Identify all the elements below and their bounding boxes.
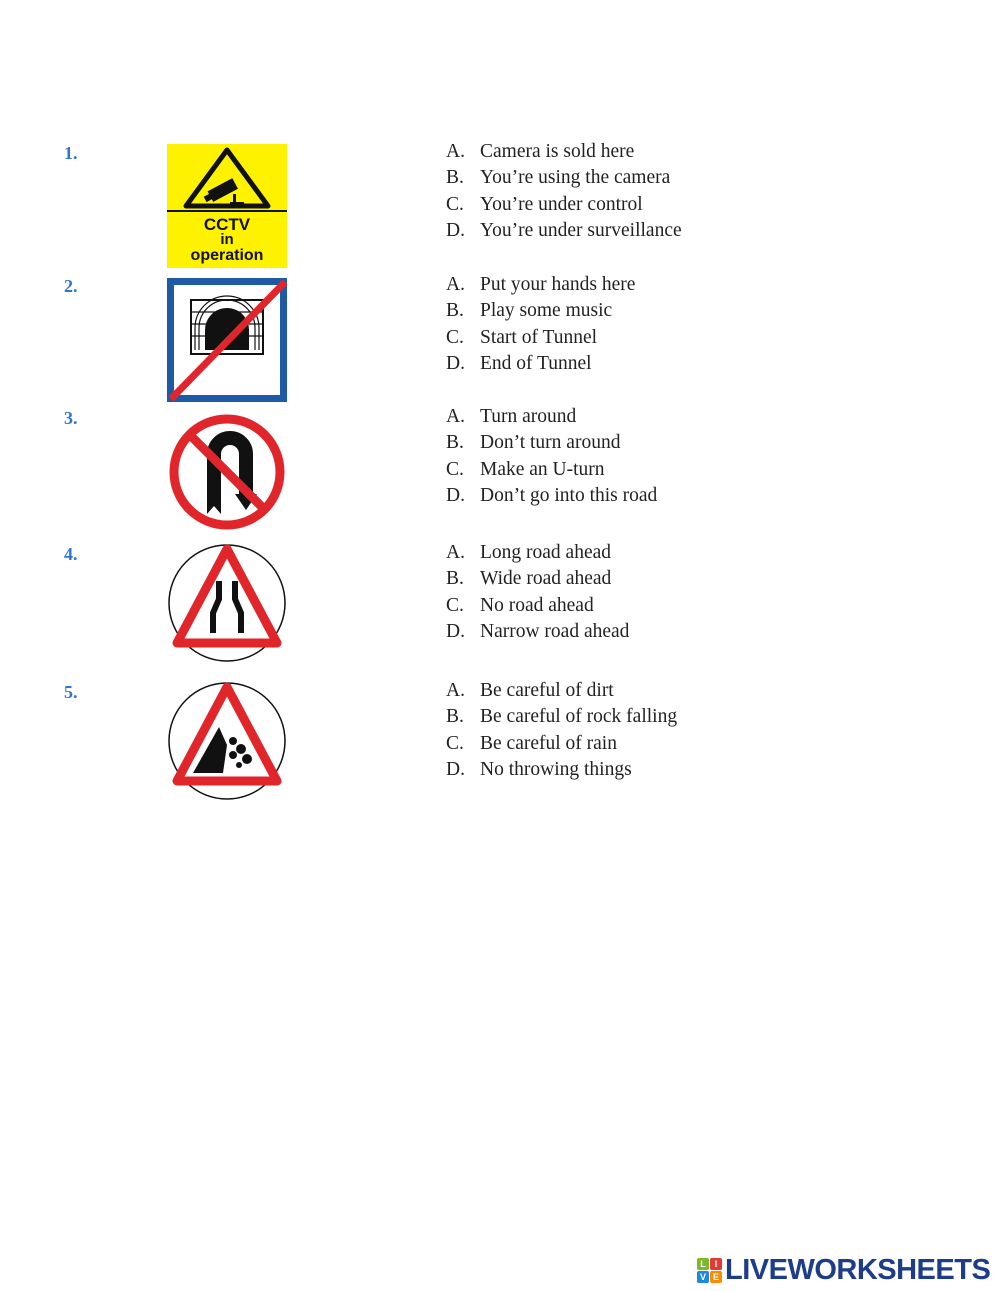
answer-option[interactable]: [440, 704, 677, 730]
option-text: Camera is sold here: [480, 141, 635, 162]
answer-option[interactable]: [440, 351, 635, 377]
option-text: No road ahead: [480, 594, 594, 616]
question-number: 1.: [64, 143, 78, 163]
option-letter: C.: [446, 193, 464, 215]
answer-option[interactable]: [440, 540, 629, 566]
answer-option[interactable]: [440, 757, 677, 783]
option-letter: B.: [446, 432, 464, 454]
option-text: Long road ahead: [480, 542, 612, 563]
answer-option[interactable]: [440, 457, 657, 483]
option-text: You’re under control: [480, 193, 643, 215]
option-letter: C.: [446, 594, 464, 616]
option-letter: D.: [446, 352, 465, 374]
logo-mark-icon: [697, 1258, 722, 1283]
answer-option[interactable]: [440, 192, 682, 218]
question-number: 4.: [64, 544, 78, 564]
logo-letter: E: [710, 1271, 722, 1283]
answer-option[interactable]: [440, 139, 682, 165]
liveworksheets-logo[interactable]: [697, 1254, 990, 1286]
option-text: Start of Tunnel: [480, 326, 598, 348]
question-number: 5.: [64, 682, 78, 702]
option-text: Turn around: [480, 406, 577, 427]
falling-rocks-sign-icon: [166, 679, 288, 803]
sign-text-line1: CCTV: [203, 215, 251, 234]
end-of-tunnel-sign-icon: [166, 278, 288, 402]
sign-text-line3: operation: [190, 247, 264, 264]
answer-option[interactable]: [440, 566, 629, 592]
option-text: Be careful of dirt: [480, 680, 614, 701]
brand-name: LIVEWORKSHEETS: [725, 1253, 991, 1286]
answer-options: [440, 678, 677, 783]
answer-option[interactable]: [440, 483, 657, 509]
logo-letter: I: [710, 1258, 722, 1270]
no-u-turn-sign-icon: [166, 410, 288, 534]
option-text: Narrow road ahead: [480, 620, 630, 642]
option-letter: B.: [446, 167, 464, 189]
answer-option[interactable]: [440, 731, 677, 757]
option-text: Wide road ahead: [480, 568, 612, 590]
option-letter: C.: [446, 732, 464, 754]
road-narrows-sign-icon: [166, 541, 288, 665]
cctv-sign-icon: [166, 144, 288, 268]
logo-letter: L: [697, 1258, 709, 1270]
option-text: Make an U-turn: [480, 458, 605, 480]
answer-option[interactable]: [440, 678, 677, 704]
option-letter: B.: [446, 300, 464, 322]
answer-option[interactable]: [440, 404, 657, 430]
answer-option[interactable]: [440, 593, 629, 619]
logo-letter: V: [697, 1271, 709, 1283]
option-text: Be careful of rain: [480, 732, 617, 754]
option-letter: B.: [446, 568, 464, 590]
sign-text-line2: in: [220, 231, 234, 248]
question-number: 2.: [64, 276, 78, 296]
option-letter: A.: [446, 406, 465, 427]
option-letter: D.: [446, 620, 465, 642]
option-letter: D.: [446, 484, 465, 506]
answer-option[interactable]: [440, 325, 635, 351]
option-letter: C.: [446, 458, 464, 480]
option-text: Play some music: [480, 300, 613, 322]
option-letter: A.: [446, 274, 465, 295]
option-letter: A.: [446, 141, 465, 162]
option-text: You’re under surveillance: [480, 219, 682, 241]
option-text: No throwing things: [480, 758, 632, 780]
answer-options: [440, 540, 629, 645]
answer-options: [440, 272, 635, 377]
option-letter: D.: [446, 758, 465, 780]
answer-option[interactable]: [440, 272, 635, 298]
answer-option[interactable]: [440, 430, 657, 456]
option-letter: A.: [446, 680, 465, 701]
answer-option[interactable]: [440, 619, 629, 645]
option-letter: C.: [446, 326, 464, 348]
option-text: Put your hands here: [480, 274, 636, 295]
option-text: End of Tunnel: [480, 352, 592, 374]
answer-option[interactable]: [440, 165, 682, 191]
answer-options: [440, 404, 657, 509]
answer-options: [440, 139, 682, 244]
option-letter: B.: [446, 706, 464, 728]
option-text: You’re using the camera: [480, 167, 671, 189]
option-text: Don’t turn around: [480, 432, 621, 454]
option-text: Be careful of rock falling: [480, 706, 678, 728]
option-text: Don’t go into this road: [480, 484, 658, 506]
option-letter: D.: [446, 219, 465, 241]
answer-option[interactable]: [440, 298, 635, 324]
answer-option[interactable]: [440, 218, 682, 244]
question-number: 3.: [64, 408, 78, 428]
option-letter: A.: [446, 542, 465, 563]
